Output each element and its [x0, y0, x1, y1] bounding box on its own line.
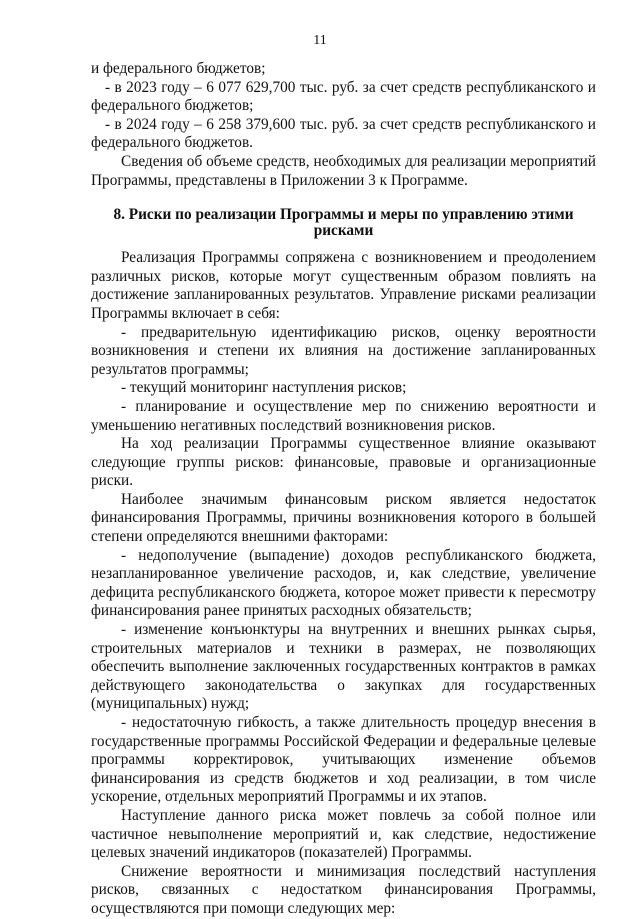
paragraph: Наиболее значимым финансовым риском является недостаток финансирования Программы, причины возникновения которого в большей степени определяются внешними факторами: [91, 490, 596, 546]
list-item: - планирование и осуществление мер по снижению вероятности и уменьшению негативных последствий возникновения рисков. [91, 397, 596, 434]
list-item: - изменение конъюнктуры на внутренних и внешних рынках сырья, строительных материалов и техники в размерах, не позволяющих обеспечить выполнение заключенных государственных контрактов в рамках действующего законодательства о закупках для государственных (муниципальных) нужд; [91, 621, 596, 713]
list-item: - предварительную идентификацию рисков, оценку вероятности возникновения и степени их влияния на достижение запланированных результатов программы; [91, 323, 596, 378]
paragraph: Сведения об объеме средств, необходимых для реализации мероприятий Программы, представлены в Приложении 3 к Программе. [91, 152, 596, 189]
paragraph: На ход реализации Программы существенное влияние оказывают следующие группы рисков: финансовые, правовые и организационные риски. [91, 435, 596, 490]
list-item: - недополучение (выпадение) доходов республиканского бюджета, незапланированное увеличение расходов, и, как следствие, увеличение дефицита республиканского бюджета, которое может привести к пересмотру финансирования ранее принятых расходных обязательств; [91, 546, 596, 620]
paragraph: и федерального бюджетов; [91, 60, 266, 77]
document-body [91, 60, 596, 919]
section-heading: 8. Риски по реализации Программы и меры по управлению этими рисками [113, 206, 574, 239]
page-number: 11 [313, 33, 327, 48]
paragraph: Реализация Программы сопряжена с возникновением и преодолением различных рисков, которые могут существенным образом повлиять на достижение запланированных результатов. Управление рисками реализации Программы включает в себя: [91, 249, 596, 322]
list-item: - текущий мониторинг наступления рисков; [121, 379, 407, 397]
list-item: - в 2024 году – 6 258 379,600 тыс. руб. за счет средств республиканского и федерального бюджетов. [91, 115, 596, 152]
paragraph: Снижение вероятности и минимизация последствий наступления рисков, связанных с недостатком финансирования Программы, осуществляются при помощи следующих мер: [91, 862, 596, 917]
list-item: - недостаточную гибкость, а также длительность процедур внесения в государственные программы Российской Федерации и федеральные целевые программы корректировок, учитывающих изменение объемов финансирования из средств бюджетов и ход реализации, в том числе ускорение, отдельных мероприятий Программы и их этапов. [91, 714, 596, 806]
list-item: - в 2023 году – 6 077 629,700 тыс. руб. за счет средств республиканского и федерального бюджетов; [91, 78, 596, 115]
paragraph: Наступление данного риска может повлечь за собой полное или частичное невыполнение мероприятий и, как следствие, недостижение целевых значений индикаторов (показателей) Программы. [91, 806, 596, 862]
